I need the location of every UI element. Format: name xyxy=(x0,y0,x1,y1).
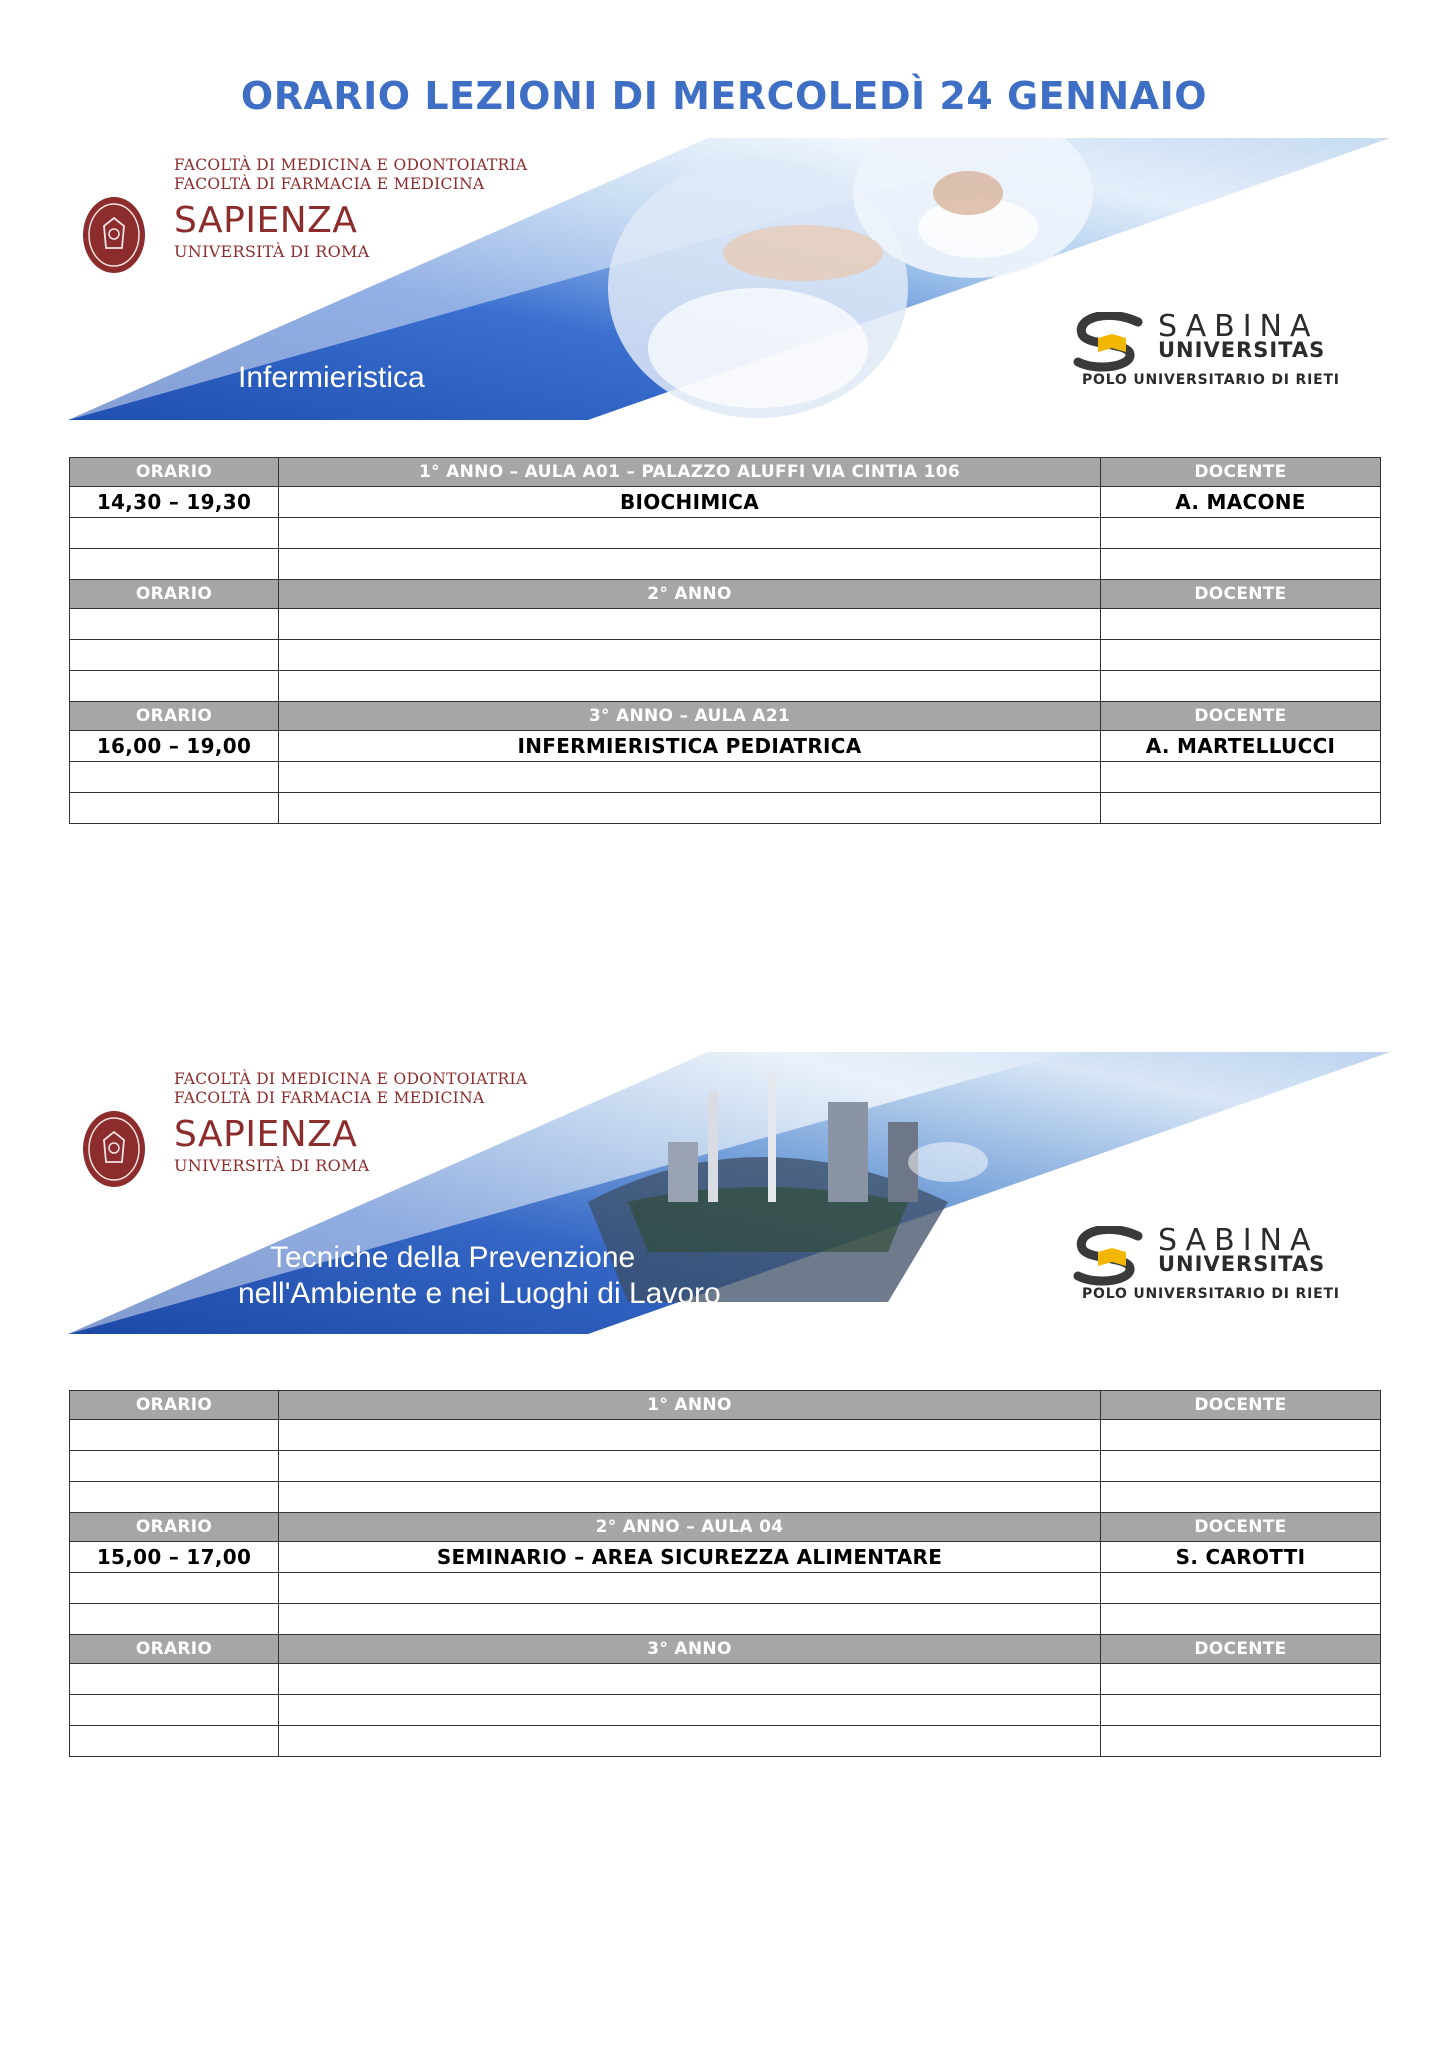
cell-docente xyxy=(1101,518,1381,549)
faculty-line-2: FACOLTÀ DI FARMACIA E MEDICINA xyxy=(174,175,485,193)
cell-orario xyxy=(70,1451,279,1482)
cell-docente xyxy=(1101,1695,1381,1726)
cell-docente: A. MACONE xyxy=(1101,487,1381,518)
partner-polo: POLO UNIVERSITARIO DI RIETI xyxy=(1082,1286,1340,1302)
table-row xyxy=(70,1451,1381,1482)
table-row xyxy=(70,487,1381,518)
faculty-line-1: FACOLTÀ DI MEDICINA E ODONTOIATRIA xyxy=(174,1070,528,1088)
cell-docente xyxy=(1101,762,1381,793)
sapienza-seal-icon xyxy=(82,196,146,274)
university-name: SAPIENZA xyxy=(174,200,358,241)
cell-orario xyxy=(70,1482,279,1513)
banner-tecniche-prevenzione xyxy=(68,1052,1390,1334)
table-row xyxy=(70,1420,1381,1451)
cell-docente: S. CAROTTI xyxy=(1101,1542,1381,1573)
cell-materia: BIOCHIMICA xyxy=(279,487,1101,518)
cell-docente xyxy=(1101,1726,1381,1757)
cell-docente xyxy=(1101,640,1381,671)
header-orario: ORARIO xyxy=(70,1513,279,1542)
header-anno: 2° ANNO – AULA 04 xyxy=(279,1513,1101,1542)
cell-orario: 15,00 – 17,00 xyxy=(70,1542,279,1573)
cell-docente: A. MARTELLUCCI xyxy=(1101,731,1381,762)
cell-materia xyxy=(279,640,1101,671)
header-docente: DOCENTE xyxy=(1101,1513,1381,1542)
faculty-line-2: FACOLTÀ DI FARMACIA E MEDICINA xyxy=(174,1089,485,1107)
header-anno: 3° ANNO xyxy=(279,1635,1101,1664)
cell-materia xyxy=(279,762,1101,793)
cell-docente xyxy=(1101,1573,1381,1604)
cell-orario xyxy=(70,671,279,702)
header-docente: DOCENTE xyxy=(1101,458,1381,487)
course-title-line-1: Tecniche della Prevenzione xyxy=(270,1241,636,1274)
cell-orario xyxy=(70,1420,279,1451)
table-row xyxy=(70,518,1381,549)
header-orario: ORARIO xyxy=(70,458,279,487)
cell-orario xyxy=(70,1695,279,1726)
cell-orario xyxy=(70,1604,279,1635)
cell-materia: SEMINARIO – AREA SICUREZZA ALIMENTARE xyxy=(279,1542,1101,1573)
header-docente: DOCENTE xyxy=(1101,580,1381,609)
cell-materia xyxy=(279,609,1101,640)
course-title-line-2: nell'Ambiente e nei Luoghi di Lavoro xyxy=(238,1277,721,1310)
table-header-row xyxy=(70,702,1381,731)
cell-orario xyxy=(70,793,279,824)
faculty-line-1: FACOLTÀ DI MEDICINA E ODONTOIATRIA xyxy=(174,156,528,174)
header-anno: 1° ANNO xyxy=(279,1391,1101,1420)
cell-docente xyxy=(1101,1420,1381,1451)
table-row xyxy=(70,1542,1381,1573)
cell-materia xyxy=(279,1573,1101,1604)
university-subtitle: UNIVERSITÀ DI ROMA xyxy=(174,242,370,261)
cell-orario xyxy=(70,1726,279,1757)
header-orario: ORARIO xyxy=(70,702,279,731)
cell-materia xyxy=(279,1420,1101,1451)
cell-orario xyxy=(70,640,279,671)
course-title-line-1: Infermieristica xyxy=(238,361,425,394)
header-docente: DOCENTE xyxy=(1101,1391,1381,1420)
cell-docente xyxy=(1101,671,1381,702)
table-row xyxy=(70,671,1381,702)
sapienza-seal-icon xyxy=(82,1110,146,1188)
university-name: SAPIENZA xyxy=(174,1114,358,1155)
partner-subtitle: UNIVERSITAS xyxy=(1158,1252,1326,1276)
cell-materia xyxy=(279,518,1101,549)
partner-name: SABINA xyxy=(1158,1223,1319,1258)
table-row xyxy=(70,1664,1381,1695)
cell-materia: INFERMIERISTICA PEDIATRICA xyxy=(279,731,1101,762)
cell-docente xyxy=(1101,793,1381,824)
header-docente: DOCENTE xyxy=(1101,702,1381,731)
table-row xyxy=(70,640,1381,671)
cell-materia xyxy=(279,549,1101,580)
sabina-s-icon xyxy=(1068,1226,1156,1288)
table-header-row xyxy=(70,1391,1381,1420)
cell-docente xyxy=(1101,1451,1381,1482)
cell-orario xyxy=(70,518,279,549)
partner-subtitle: UNIVERSITAS xyxy=(1158,338,1326,362)
table-row xyxy=(70,609,1381,640)
schedule-table-tecniche-prevenzione xyxy=(69,1390,1381,1757)
partner-name: SABINA xyxy=(1158,309,1319,344)
table-row xyxy=(70,1482,1381,1513)
cell-docente xyxy=(1101,549,1381,580)
university-subtitle: UNIVERSITÀ DI ROMA xyxy=(174,1156,370,1175)
cell-materia xyxy=(279,1451,1101,1482)
table-row xyxy=(70,1604,1381,1635)
table-row xyxy=(70,731,1381,762)
header-orario: ORARIO xyxy=(70,1391,279,1420)
cell-orario: 14,30 – 19,30 xyxy=(70,487,279,518)
header-orario: ORARIO xyxy=(70,1635,279,1664)
cell-orario xyxy=(70,609,279,640)
header-anno: 2° ANNO xyxy=(279,580,1101,609)
cell-docente xyxy=(1101,1482,1381,1513)
table-row xyxy=(70,793,1381,824)
header-anno: 3° ANNO – AULA A21 xyxy=(279,702,1101,731)
table-row xyxy=(70,549,1381,580)
cell-docente xyxy=(1101,609,1381,640)
cell-orario: 16,00 – 19,00 xyxy=(70,731,279,762)
cell-materia xyxy=(279,793,1101,824)
table-row xyxy=(70,1726,1381,1757)
cell-orario xyxy=(70,1573,279,1604)
header-orario: ORARIO xyxy=(70,580,279,609)
partner-polo: POLO UNIVERSITARIO DI RIETI xyxy=(1082,372,1340,388)
banner-infermieristica xyxy=(68,138,1390,420)
table-header-row xyxy=(70,580,1381,609)
table-row xyxy=(70,1695,1381,1726)
cell-materia xyxy=(279,1664,1101,1695)
cell-materia xyxy=(279,1695,1101,1726)
table-header-row xyxy=(70,1635,1381,1664)
cell-docente xyxy=(1101,1664,1381,1695)
table-header-row xyxy=(70,458,1381,487)
sabina-s-icon xyxy=(1068,312,1156,374)
cell-orario xyxy=(70,762,279,793)
cell-docente xyxy=(1101,1604,1381,1635)
cell-materia xyxy=(279,1726,1101,1757)
page-title: ORARIO LEZIONI DI MERCOLEDÌ 24 GENNAIO xyxy=(240,74,1208,118)
table-header-row xyxy=(70,1513,1381,1542)
schedule-table-infermieristica xyxy=(69,457,1381,824)
cell-orario xyxy=(70,1664,279,1695)
cell-materia xyxy=(279,671,1101,702)
cell-orario xyxy=(70,549,279,580)
header-anno: 1° ANNO – AULA A01 – PALAZZO ALUFFI VIA CINTIA 106 xyxy=(279,458,1101,487)
cell-materia xyxy=(279,1482,1101,1513)
table-row xyxy=(70,762,1381,793)
header-docente: DOCENTE xyxy=(1101,1635,1381,1664)
cell-materia xyxy=(279,1604,1101,1635)
table-row xyxy=(70,1573,1381,1604)
